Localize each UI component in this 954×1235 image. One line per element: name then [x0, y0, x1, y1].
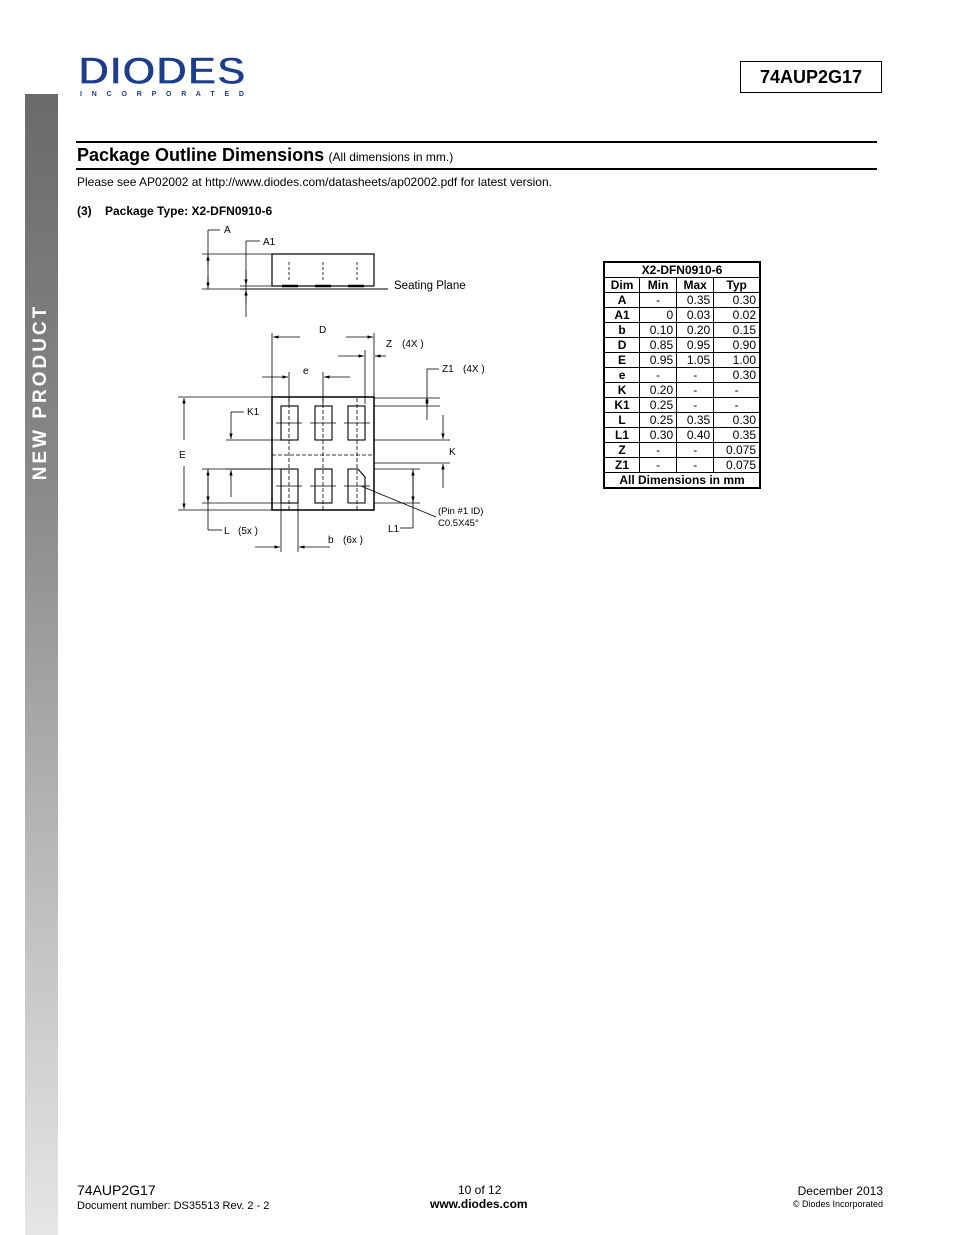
dim-cell: K1 — [604, 398, 640, 413]
value-cell: 0.20 — [677, 323, 714, 338]
table-row — [604, 293, 760, 308]
value-cell: - — [677, 368, 714, 383]
footer-part-number: 74AUP2G17 — [77, 1182, 156, 1198]
value-cell: 0.02 — [714, 308, 760, 323]
value-cell: 0.85 — [640, 338, 677, 353]
header-dim: Dim — [604, 278, 640, 293]
dim-cell: Z1 — [604, 458, 640, 473]
dim-cell: L1 — [604, 428, 640, 443]
value-cell: 0.075 — [714, 458, 760, 473]
label-A: A — [224, 225, 231, 236]
footer-document-number: Document number: DS35513 Rev. 2 - 2 — [77, 1200, 270, 1212]
top-rule — [76, 141, 877, 143]
value-cell: 0.15 — [714, 323, 760, 338]
table-row — [604, 308, 760, 323]
value-cell: 0.20 — [640, 383, 677, 398]
label-D: D — [319, 325, 327, 336]
label-Z: Z — [386, 339, 393, 350]
section-title — [77, 145, 453, 166]
table-row — [604, 323, 760, 338]
table-row — [604, 383, 760, 398]
value-cell: 0.03 — [677, 308, 714, 323]
label-b-count: (6x ) — [343, 535, 363, 546]
label-Z1: Z1 — [442, 364, 454, 375]
table-header-row — [604, 278, 760, 293]
label-Z-count: (4X ) — [402, 339, 424, 350]
value-cell: 1.05 — [677, 353, 714, 368]
dim-cell: A — [604, 293, 640, 308]
package-index: (3) — [77, 204, 92, 218]
table-row — [604, 368, 760, 383]
dim-cell: K — [604, 383, 640, 398]
value-cell: 0.95 — [677, 338, 714, 353]
footer-page-number: 10 of 12 — [458, 1183, 502, 1197]
table-row — [604, 398, 760, 413]
table-row — [604, 458, 760, 473]
package-drawing — [170, 215, 500, 555]
header-part-number: 74AUP2G17 — [740, 61, 882, 93]
label-pin1-id: (Pin #1 ID) — [438, 506, 484, 517]
value-cell: 0.30 — [714, 413, 760, 428]
value-cell: - — [677, 383, 714, 398]
label-L: L — [224, 526, 230, 537]
label-A1: A1 — [263, 237, 276, 248]
dim-cell: Z — [604, 443, 640, 458]
header-max: Max — [677, 278, 714, 293]
section-note: Please see AP02002 at http://www.diodes.com/datasheets/ap02002.pdf for latest version. — [77, 175, 552, 189]
side-view — [202, 230, 388, 317]
logo-tagline: I N C O R P O R A T E D — [80, 91, 244, 98]
footer-copyright: © Diodes Incorporated — [792, 1199, 883, 1209]
section-title-main: Package Outline Dimensions — [77, 145, 325, 165]
table-footer: All Dimensions in mm — [604, 473, 760, 489]
dim-cell: A1 — [604, 308, 640, 323]
value-cell: 1.00 — [714, 353, 760, 368]
value-cell: 0.25 — [640, 413, 677, 428]
value-cell: 0.95 — [640, 353, 677, 368]
section-title-sub: (All dimensions in mm.) — [328, 150, 454, 164]
value-cell: 0.10 — [640, 323, 677, 338]
value-cell: - — [640, 293, 677, 308]
value-cell: - — [640, 458, 677, 473]
footer-website-link[interactable]: www.diodes.com — [430, 1197, 528, 1211]
value-cell: 0.075 — [714, 443, 760, 458]
label-K1: K1 — [247, 407, 260, 418]
dimensions-table — [603, 261, 761, 489]
label-Z1-count: (4X ) — [463, 364, 485, 375]
bottom-rule — [76, 168, 877, 170]
value-cell: 0 — [640, 308, 677, 323]
table-row — [604, 443, 760, 458]
value-cell: 0.90 — [714, 338, 760, 353]
footer-date: December 2013 — [797, 1184, 883, 1198]
table-row — [604, 428, 760, 443]
label-L1: L1 — [388, 524, 400, 535]
value-cell: - — [714, 398, 760, 413]
bottom-view — [178, 333, 450, 552]
value-cell: - — [677, 458, 714, 473]
label-chamfer: C0.5X45° — [438, 518, 479, 529]
dim-cell: L — [604, 413, 640, 428]
value-cell: 0.40 — [677, 428, 714, 443]
value-cell: 0.30 — [714, 293, 760, 308]
header-min: Min — [640, 278, 677, 293]
dim-cell: D — [604, 338, 640, 353]
value-cell: - — [677, 443, 714, 458]
value-cell: - — [677, 398, 714, 413]
sidebar-label: NEW PRODUCT — [30, 303, 51, 481]
value-cell: 0.30 — [640, 428, 677, 443]
table-row — [604, 338, 760, 353]
value-cell: 0.35 — [677, 413, 714, 428]
diodes-logo — [78, 50, 253, 98]
label-E: E — [179, 450, 186, 461]
dim-cell: e — [604, 368, 640, 383]
table-title: X2-DFN0910-6 — [604, 262, 760, 278]
sidebar-bar — [25, 94, 58, 1235]
value-cell: - — [640, 443, 677, 458]
label-e: e — [303, 366, 309, 377]
package-label: Package Type: X2-DFN0910-6 — [105, 204, 273, 218]
label-seating-plane: Seating Plane — [394, 280, 466, 292]
dim-cell: b — [604, 323, 640, 338]
value-cell: - — [640, 368, 677, 383]
label-K: K — [449, 447, 456, 458]
label-b: b — [328, 535, 334, 546]
value-cell: 0.35 — [677, 293, 714, 308]
label-L-count: (5x ) — [238, 526, 258, 537]
value-cell: - — [714, 383, 760, 398]
value-cell: 0.35 — [714, 428, 760, 443]
dim-cell: E — [604, 353, 640, 368]
value-cell: 0.30 — [714, 368, 760, 383]
table-row — [604, 353, 760, 368]
logo-wordmark: DIODES — [78, 50, 246, 93]
table-row — [604, 413, 760, 428]
header-typ: Typ — [714, 278, 760, 293]
value-cell: 0.25 — [640, 398, 677, 413]
